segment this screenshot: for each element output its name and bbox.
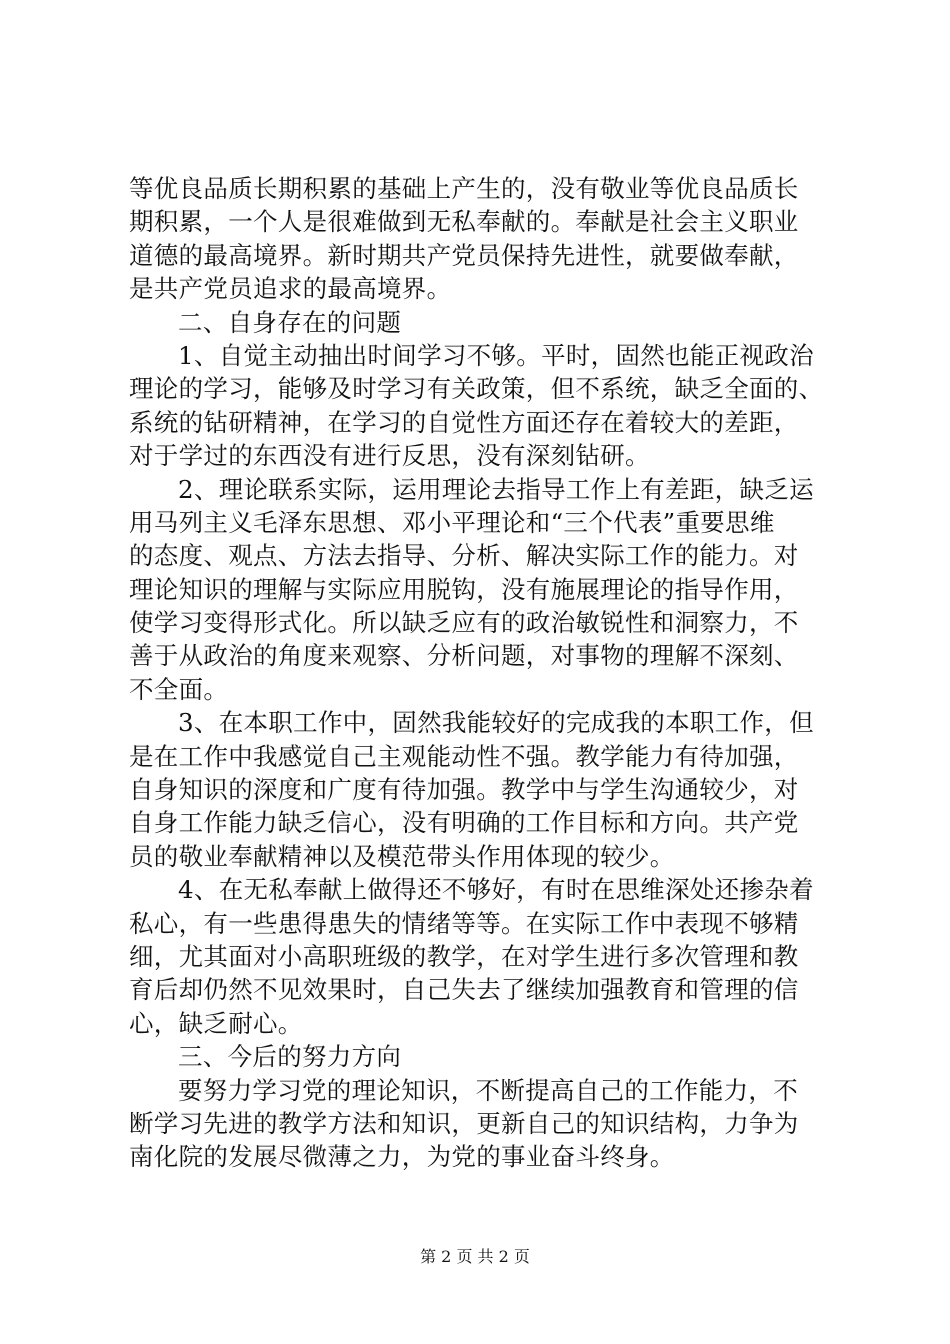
body-line: 员的敬业奉献精神以及模范带头作用体现的较少。	[129, 841, 675, 871]
body-line: 善于从政治的角度来观察、分析问题，对事物的理解不深刻、	[129, 641, 799, 671]
body-line: 是在工作中我感觉自己主观能动性不强。教学能力有待加强，	[129, 741, 799, 771]
body-line: 自身工作能力缺乏信心，没有明确的工作目标和方向。共产党	[129, 808, 799, 838]
body-line: 是共产党员追求的最高境界。	[129, 274, 452, 304]
body-line: 细，尤其面对小高职班级的教学，在对学生进行多次管理和教	[129, 941, 799, 971]
body-line: 私心，有一些患得患失的情绪等等。在实际工作中表现不够精	[129, 908, 799, 938]
body-line: 系统的钻研精神，在学习的自觉性方面还存在着较大的差距，	[129, 407, 799, 437]
body-line: 1、自觉主动抽出时间学习不够。平时，固然也能正视政治	[178, 340, 814, 370]
body-line: 要努力学习党的理论知识，不断提高自己的工作能力，不	[178, 1075, 798, 1105]
body-line: 道德的最高境界。新时期共产党员保持先进性，就要做奉献，	[129, 240, 799, 270]
body-line: 用马列主义毛泽东思想、邓小平理论和“三个代表”重要思维	[129, 507, 775, 537]
body-line: 理论知识的理解与实际应用脱钩，没有施展理论的指导作用，	[129, 574, 799, 604]
body-line: 育后却仍然不见效果时，自己失去了继续加强教育和管理的信	[129, 975, 799, 1005]
body-line: 使学习变得形式化。所以缺乏应有的政治敏锐性和洞察力，不	[129, 608, 799, 638]
body-line: 断学习先进的教学方法和知识，更新自己的知识结构，力争为	[129, 1108, 799, 1138]
body-line: 不全面。	[129, 674, 229, 704]
body-line: 对于学过的东西没有进行反思，没有深刻钻研。	[129, 441, 650, 471]
page-number-footer: 第 2 页 共 2 页	[420, 1247, 530, 1266]
body-line: 自身知识的深度和广度有待加强。教学中与学生沟通较少，对	[129, 775, 799, 805]
body-line: 的态度、观点、方法去指导、分析、解决实际工作的能力。对	[129, 541, 799, 571]
section-heading: 三、今后的努力方向	[178, 1042, 402, 1072]
body-line: 期积累，一个人是很难做到无私奉献的。奉献是社会主义职业	[129, 207, 799, 237]
section-heading: 二、自身存在的问题	[178, 307, 402, 337]
body-line: 南化院的发展尽微薄之力，为党的事业奋斗终身。	[129, 1142, 675, 1172]
body-line: 4、在无私奉献上做得还不够好，有时在思维深处还掺杂着	[178, 875, 814, 905]
body-line: 等优良品质长期积累的基础上产生的，没有敬业等优良品质长	[129, 174, 799, 203]
body-line: 3、在本职工作中，固然我能较好的完成我的本职工作，但	[178, 708, 814, 738]
body-line: 理论的学习，能够及时学习有关政策，但不系统，缺乏全面的、	[129, 374, 824, 404]
document-body	[129, 172, 829, 1174]
body-line: 2、理论联系实际，运用理论去指导工作上有差距，缺乏运	[178, 474, 814, 504]
body-line: 心，缺乏耐心。	[129, 1008, 303, 1038]
